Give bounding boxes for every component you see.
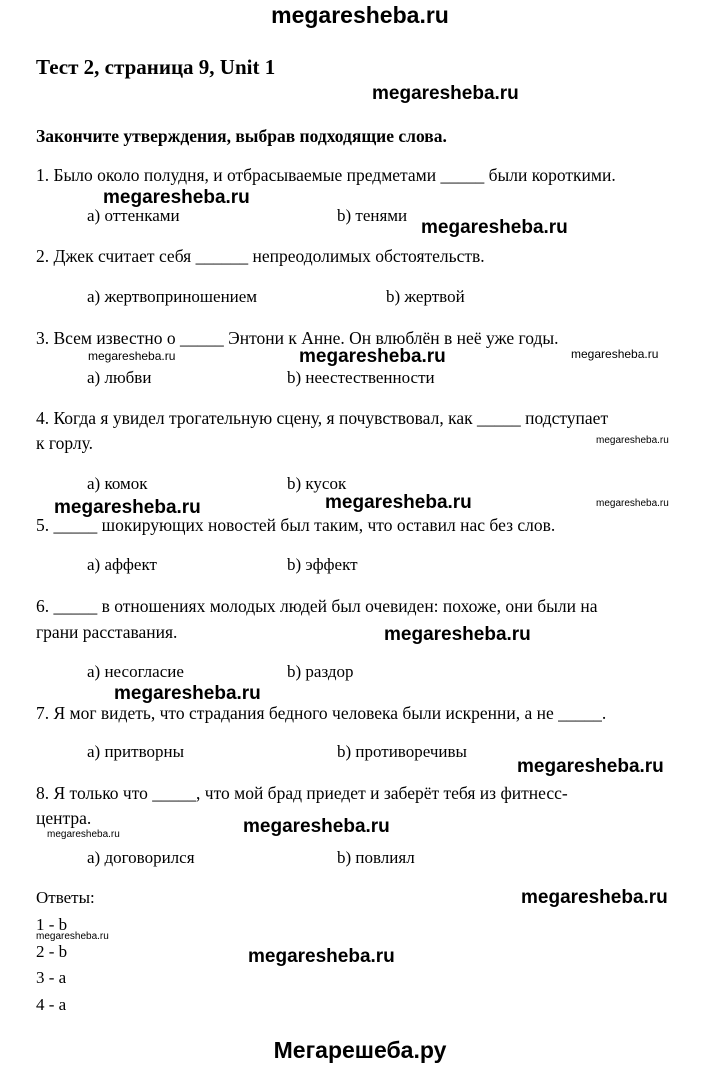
question-1-option-b: b) тенями (337, 206, 408, 225)
question-1-line-1: 1. Было около полудня, и отбрасываемые предметами _____ были короткими. (36, 165, 616, 185)
question-8-option-b: b) повлиял (337, 848, 415, 867)
question-3-line-1: 3. Всем известно о _____ Энтони к Анне. Он влюблён в неё уже годы. (36, 328, 559, 348)
watermark: megaresheba.ru (521, 887, 668, 908)
question-5-option-b: b) эффект (287, 555, 358, 574)
answer-item-4: 4 - a (36, 995, 67, 1014)
question-4-option-b: b) кусок (287, 474, 347, 493)
question-4-option-a: a) комок (87, 474, 148, 493)
page-title: Тест 2, страница 9, Unit 1 (36, 55, 276, 79)
question-6-option-a: a) несогласие (87, 662, 184, 681)
answer-item-2: 2 - b (36, 942, 68, 961)
question-6-line-2: грани расставания. (36, 622, 178, 642)
question-1-option-a: a) оттенками (87, 206, 180, 225)
watermark: megaresheba.ru (47, 829, 120, 840)
question-4-line-2: к горлу. (36, 433, 93, 453)
answer-item-3: 3 - a (36, 968, 67, 987)
question-4-line-1: 4. Когда я увидел трогательную сцену, я почувствовал, как _____ подступает (36, 408, 609, 428)
question-5-line-1: 5. _____ шокирующих новостей был таким, что оставил нас без слов. (36, 515, 556, 535)
question-2-option-b: b) жертвой (386, 287, 465, 306)
watermark: megaresheba.ru (596, 435, 669, 446)
question-8-line-2: центра. (36, 808, 92, 828)
question-8-option-a: a) договорился (87, 848, 195, 867)
question-2-line-1: 2. Джек считает себя ______ непреодолимых обстоятельств. (36, 246, 485, 266)
question-2-option-a: a) жертвоприношением (87, 287, 258, 306)
question-7-option-b: b) противоречивы (337, 742, 467, 761)
watermark: megaresheba.ru (372, 83, 519, 104)
question-6-option-b: b) раздор (287, 662, 354, 681)
watermark: megaresheba.ru (596, 498, 669, 509)
watermark: megaresheba.ru (88, 349, 176, 363)
question-3-option-b: b) неестественности (287, 368, 435, 387)
question-5-option-a: a) аффект (87, 555, 157, 574)
question-6-line-1: 6. _____ в отношениях молодых людей был очевиден: похоже, они были на (36, 596, 598, 616)
watermark: megaresheba.ru (54, 497, 201, 518)
site-footer-watermark: Мегарешеба.ру (273, 1037, 447, 1063)
question-7-line-1: 7. Я мог видеть, что страдания бедного человека были искренни, а не _____. (36, 703, 607, 723)
watermark: megaresheba.ru (384, 624, 531, 645)
answer-item-1: 1 - b (36, 915, 68, 934)
watermark: megaresheba.ru (299, 346, 446, 367)
watermark: megaresheba.ru (36, 931, 109, 942)
watermark: megaresheba.ru (421, 217, 568, 238)
question-7-option-a: a) притворны (87, 742, 185, 761)
instruction: Закончите утверждения, выбрав подходящие слова. (36, 126, 447, 146)
question-3-option-a: a) любви (87, 368, 152, 387)
watermark: megaresheba.ru (325, 492, 472, 513)
question-8-line-1: 8. Я только что _____, что мой брад приедет и заберёт тебя из фитнесс- (36, 783, 568, 803)
watermark: megaresheba.ru (517, 756, 664, 777)
watermark: megaresheba.ru (114, 683, 261, 704)
answers-heading: Ответы: (36, 888, 95, 907)
watermark: megaresheba.ru (243, 816, 390, 837)
watermark: megaresheba.ru (248, 946, 395, 967)
watermark: megaresheba.ru (103, 187, 250, 208)
site-header-watermark: megaresheba.ru (271, 2, 449, 28)
watermark: megaresheba.ru (571, 347, 659, 361)
